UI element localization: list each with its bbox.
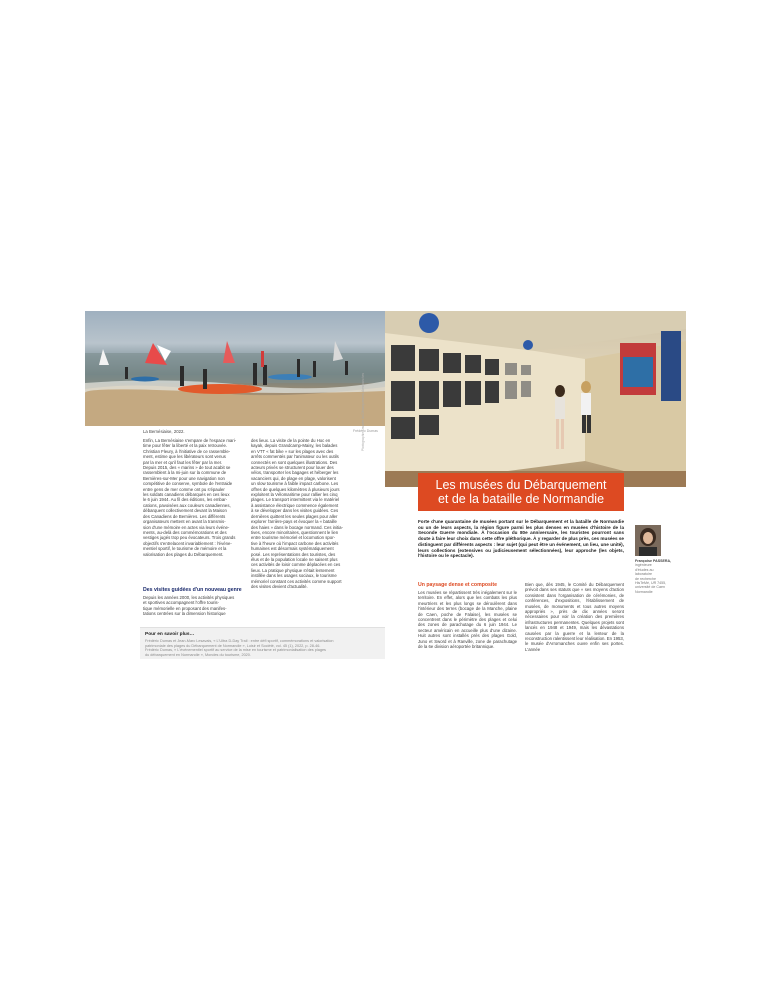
section-subhead-right: Un paysage dense et composite [418,582,497,588]
author-role: ingénieure d'études au laboratoire de recherche HisTeMé, UR 7455, université de Caen Normandie [635,563,667,594]
text-column-2: des lieux. La visite de la pointe du Hoc en kayak, depuis Grandcamp-Maisy, les balades en VTT « fat bike » sur les plages avec des arrêts commentés par l'animateur ou les outils connectés en sont quelques illustrations. Des acteurs privés se structurent pour louer des vélos, transporter les bagages et héberger les vacanciers qui, de plage en plage, valorisent un slow tourisme à faible impact carbone. Les offres de quelques kilomètres à plusieurs jours exploitent la Vélomaritime pour rallier les cinq plages. Le transport intermittent via le matériel à assistance électrique commence également à se développer dans les visites guidées. Ces dernières quittent les seules plages pour aller explorer l'arrière-pays et évoquer la « bataille des haies » dans le bocage normand. Ces initia- tives, encore minoritaires, questionnent le lien entre tourisme mémoriel et locomotion spor- tive à l'heure où l'impact carbone des activités humaines est désormais systématiquement posé. Les représentations des touristes, des élus et de la population locale ne saisent plus ces activités de loisir comme déplacées en ces lieux. La pratique physique s'était lentement instillée dans les usages sociaux, le tourisme mémoriel constant ces activités comme support des visites devient d'actualité. [251,438,343,589]
beach-kayak-photo [85,311,385,426]
further-reading-title: Pour en savoir plus… [145,632,195,637]
section-subhead: Des visites guidées d'un nouveau genre [143,587,242,593]
further-reading-text: Frédéric Dumas et Jean-Marc Lesavais, « L'Ultra D-Day Trail : entre défi sportif, commémorations et valorisation patrimoniale des plages du Débarquement de Normandie », Loisir et Société, vol. 45 (1), 2022, p. 28-46. Frédéric Dumas, « L'événementiel sportif au service de la mise en tourisme et patrimonialisation des plages du débarquement en Normandie », Mondes du tourisme, 2020. [145,639,334,657]
author-portrait [635,525,661,556]
museum-interior-illustration [385,311,686,487]
left-page [85,311,385,659]
text-column-4: Bien que, dès 1945, le Comité du Débarquement prévoit dans ses statuts que « ses moyens d'action consistent dans l'organisation de cérémonies, de conférences, d'expositions, l'établissement de musées, de monuments et tous autres moyens appropriés », près de dix années seront nécessaires pour voir la création des premières infrastructures permanentes. Quelques projets sont lancés en 1948 et 1949, mais les dévastations causées par la guerre et la lenteur de la reconstruction ralentissent leur réalisation. En 1953, le musée d'Arromanches ouvre enfin ses portes. L'année [525,582,624,652]
museum-gallery-photo [385,311,686,487]
photo-caption: La Bernésiaise, 2022. [143,429,185,434]
vertical-photo-credit: Photographie : musée du Débarquement, Arromanches [361,372,365,451]
text-column-1-continued: Depuis les années 2000, les activités physiques et sportives accompagnent l'offre touris- tique mémorielle en proposant des manifes- tations centrées sur la dimension historique [143,595,235,617]
article-title-line-2: et de la bataille de Normandie [437,492,605,506]
article-intro: Forte d'une quarantaine de musées portant sur le Débarquement et la bataille de Normandie ou un de leurs aspects, la région figure parmi les plus denses en musées d'histoire de la Seconde Guerre mondiale. À l'occasion du 80e anniversaire, les touristes pourront sans doute à faire leur choix dans cette offre pléthorique. À y regarder de plus près, ces musées se distinguent par différents aspects : leur sujet (qui peut être un événement, un lieu, une unité), leurs collections (extensives ou judicieusement sélectionnées), leur approche (les objets, l'histoire ou le spectacle). [418,519,624,559]
author-name: Françoise PASSERA, [635,559,672,563]
author-portrait-illustration [635,525,661,556]
magazine-spread [85,311,686,659]
article-title-line-1: Les musées du Débarquement [435,478,607,492]
beach-scene-illustration [85,311,385,426]
right-page [385,311,686,659]
photo-credit: Frédéric Dumas [353,429,378,433]
article-title-box [418,473,624,511]
text-column-1: Enfin, La Bernésiaise s'empare de l'espace mari- time pour fêter la liberté et la paix retrouvée. Christian Fleury, à l'initiative de ce rassemble- ment, estime que les libérateurs sont venus par la mer et qu'il faut les fêter par la mer. Depuis 2015, des « marins » de tout acabit se rassemblent à la mi-juin sur la commune de Bernières-sur-Mer pour une navigation non compétitive de conserve, symbole de l'entraide entre gens de mer comme ont pu s'épauler les soldats canadiens débarqués en ces lieux le 6 juin 1944. Au fil des éditions, les embar- cations, pavoisées aux couleurs canadiennes, débarquent collectivement devant la Maison des Canadiens de Bernières. Les différents organisateurs mettent en avant la transmis- sion d'une mémoire en actes via leurs événe- ments, au-delà des commémorations et des vestiges jugés trop peu évocateurs. Trois grands objectifs s'entrelacent invariablement : l'événe- mentiel sportif, le tourisme de mémoire et la valorisation des plages du Débarquement. [143,438,237,557]
author-bio [635,559,683,594]
text-column-3: Les musées se répartissent très inégalement sur le territoire. En effet, alors que les combats les plus meurtriers et les plus longs se déroulèrent dans l'intérieur des terres (bocage de la Manche, plaine de Caen, poche de Falaise), les musées se concentrent dans le périmètre des plages et celui des zones de parachutage du 6 juin 1944. Le secteur américain en accueille plus d'une dizaine. Huit autres sont installés près des plages Gold, Juno et Sword et à Ranville, zone de parachutage de la 6e division aéroportée britannique. [418,590,517,650]
